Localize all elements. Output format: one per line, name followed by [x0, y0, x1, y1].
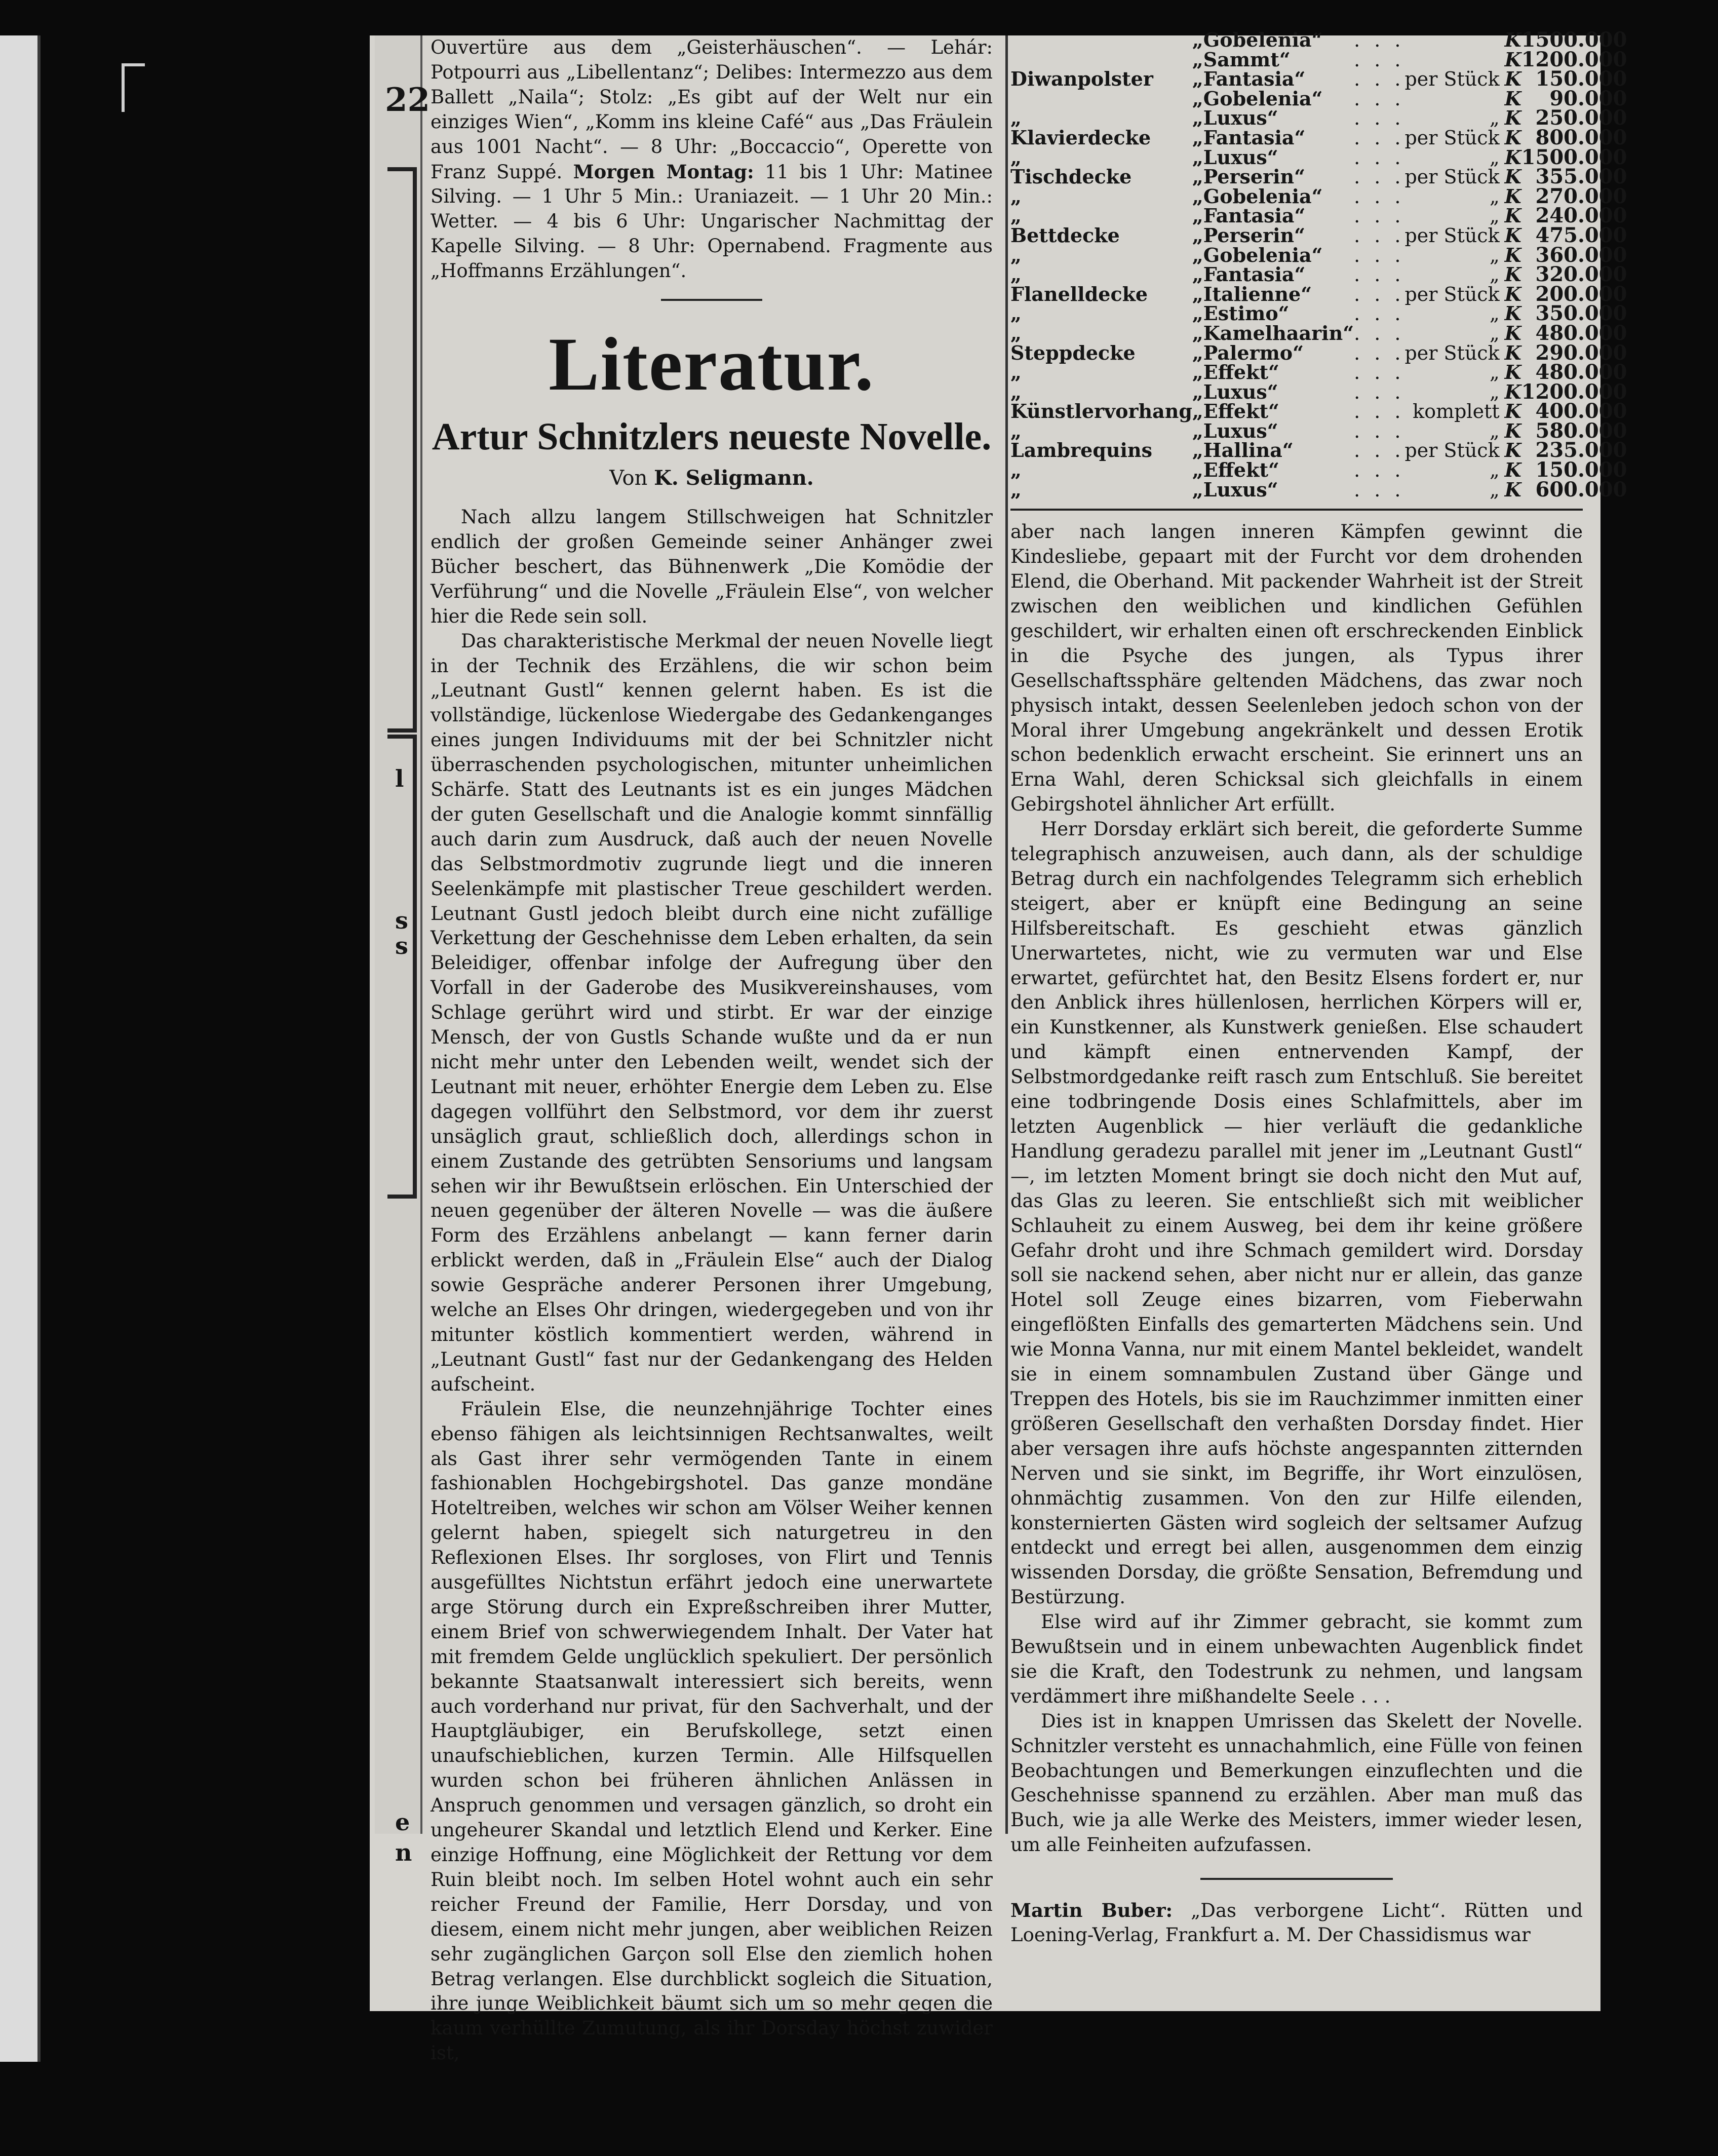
byline-author: K. Seligmann.: [654, 466, 814, 490]
price-row: [1010, 363, 1627, 382]
price-dots: . . .: [1354, 400, 1405, 423]
price-unit: per Stück: [1404, 439, 1500, 462]
price-unit: komplett: [1413, 400, 1500, 423]
price-unit: [1404, 89, 1504, 109]
price-currency: K: [1504, 361, 1521, 384]
price-dots: . . .: [1354, 263, 1405, 286]
price-row: [1010, 50, 1627, 70]
adjacent-page-edge: [0, 35, 41, 2062]
price-currency: K: [1504, 106, 1521, 130]
price-row: [1010, 226, 1627, 246]
price-row: [1010, 148, 1627, 168]
price-unit: per Stück: [1404, 126, 1500, 149]
price-item: „: [1010, 321, 1022, 344]
price-currency: K: [1504, 223, 1521, 247]
margin-strip: [375, 35, 431, 1866]
price-dots: . . .: [1354, 419, 1405, 442]
price-currency: K: [1504, 419, 1521, 442]
price-name: „Sammt“: [1192, 48, 1291, 71]
price-row: [1010, 167, 1627, 187]
program-line: Stolz: „Es gibt auf der Welt nur ein einziges Wien“, „Komm ins kleine Café“ aus „Das Fräulein aus 1001 Nacht“. —: [431, 86, 993, 158]
price-unit: „: [1489, 263, 1500, 286]
right-column: [1010, 28, 1627, 1947]
price-name: „Fantasia“: [1192, 204, 1306, 227]
article-paragraph: Nach allzu langem Stillschweigen hat Schnitzler endlich der großen Gemeinde seiner Anhänger zwei Bücher beschert, das Bühnenwerk „Die Komödie der Verführung“ und die Novelle „Fräulein Else“, von welcher hier die Rede sein soll.: [431, 506, 993, 627]
price-currency: K: [1504, 282, 1521, 305]
price-item: „: [1010, 458, 1022, 482]
price-value: 200.000: [1535, 282, 1627, 306]
price-value: 250.000: [1535, 106, 1627, 130]
price-unit: „: [1489, 380, 1500, 403]
program-line: 8 Uhr: „Boccaccio“, Operette von Franz Suppé.: [431, 135, 993, 183]
price-currency: K: [1504, 263, 1521, 286]
price-unit: per Stück: [1404, 341, 1500, 364]
price-currency: K: [1504, 145, 1521, 169]
price-row: [1010, 128, 1627, 148]
price-list: [1010, 28, 1627, 502]
price-unit: „: [1489, 478, 1500, 501]
article-paragraph: Herr Dorsday erklärt sich bereit, die geforderte Summe telegraphisch anzuweisen, auch dann, als der schuldige Betrag durch ein nachfolgendes Telegramm sich erheblich steigert, aber er knüpft eine Bedingung an seine Hilfsbereitschaft. Es geschieht etwas gänzlich Unerwartetes, nicht, wie zu vermuten war und Else erwartet, gefürchtet hat, den Besitz Elsens fordert er, nur den Anblick ihres hüllenlosen, herrlichen Körpers will er, ein Kunstkenner, als Kunstwerk genießen. Else schaudert und kämpft einen entnervenden Kampf, der Selbstmordgedanke reift rasch zum Entschluß. Sie bereitet eine todbringende Dosis eines Schlafmittels, aber im letzten Augenblick — hier verläuft die gedankliche Handlung geradezu parallel mit jener im „Leutnant Gustl“ —, im letzten Moment bringt sie doch nicht den Mut auf, das Glas zu leeren. Sie entschließt sich mit weiblicher Schlauheit zu einem Ausweg, bei dem ihr keine größere Gefahr droht und ihre Schmach gemildert wird. Dorsday soll sie nackend sehen, aber nicht nur er allein, das ganze Hotel soll Zeuge eines bizarren, vom Fieberwahn eingeflößten Einfalls des gemarterten Mädchens sein. Und wie Monna Vanna, nur mit einem Mantel bekleidet, wandelt sie in einem somnambulen Zustand über Gänge und Treppen des Hotels, bis sie im Rauchzimmer inmitten einer größeren Gesellschaft den verhaßten Dorsday findet. Hier aber versagen ihre aufs höchste angespannten zitternden Nerven und sie sinkt, im Begriffe, ihr Wort einzulösen, ohnmächtig zusammen. Von den zur Hilfe eilenden, konsternierten Gästen wird sogleich der seltsamer Aufzug entdeckt und erregt bei allen, ausgenommen dem einzig wissenden Dorsday, die größte Sensation, Befremdung und Bestürzung.: [1010, 818, 1583, 1608]
price-currency: K: [1504, 341, 1521, 364]
price-dots: . . .: [1354, 166, 1405, 188]
price-unit: „: [1489, 419, 1500, 442]
price-value: 600.000: [1535, 477, 1627, 502]
price-row: [1010, 89, 1627, 109]
price-value: 1500.000: [1521, 28, 1627, 52]
price-row: [1010, 460, 1627, 480]
price-value: 1200.000: [1521, 379, 1627, 404]
price-dots: . . .: [1354, 185, 1405, 208]
margin-box: [387, 735, 417, 1199]
price-unit: [1404, 30, 1504, 50]
price-item: Diwanpolster: [1010, 67, 1153, 91]
price-name: „Palermo“: [1192, 341, 1304, 364]
article-end-rule: [1200, 1878, 1393, 1880]
price-dots: . . .: [1354, 48, 1405, 71]
price-unit: „: [1489, 107, 1500, 130]
next-review-text: „Das verborgene Licht“. Rütten und Loening-Verlag, Frankfurt a. M. Der Chassidismus war: [1010, 1900, 1583, 1946]
price-name: „Perserin“: [1192, 165, 1306, 188]
price-dots: . . .: [1354, 107, 1405, 130]
price-unit: „: [1489, 185, 1500, 208]
price-dots: . . .: [1354, 29, 1405, 51]
price-value: 150.000: [1535, 67, 1627, 91]
program-line: Ouvertüre aus dem „Geisterhäuschen“. — Lehár: Potpourri aus „Libellentanz“; Delibes: Intermezzo aus dem Ballett „Naila“;: [431, 36, 993, 108]
price-value: 150.000: [1535, 458, 1627, 482]
price-row: [1010, 265, 1627, 285]
article-paragraph: Else wird auf ihr Zimmer gebracht, sie kommt zum Bewußtsein und in einem unbewachten Augenblick findet sie die Kraft, den Todestrunk zu nehmen, und langsam verdämmert ihre mißhandelte Seele . . .: [1010, 1611, 1583, 1707]
price-item: „: [1010, 419, 1022, 442]
article-paragraph: Fräulein Else, die neunzehnjährige Tochter eines ebenso fähigen als leichtsinnigen Rechtsanwaltes, weilt als Gast ihrer sehr vermögenden Tante in einem fashionablen Hochgebirgshotel. Das ganze mondäne Hoteltreiben, welches wir schon am Völser Weiher kennen gelernt haben, spiegelt sich naturgetreu in den Reflexionen Elses. Ihr sorgloses, von Flirt und Tennis ausgefülltes Nichtstun erfährt jedoch eine unerwartete arge Störung durch ein Expreßschreiben ihrer Mutter, einem Brief von schwerwiegendem Inhalt. Der Vater hat mit fremdem Gelde unglücklich spekuliert. Der persönlich bekannte Staatsanwalt interessiert sich bereits, wenn auch vorderhand nur privat, für den Sachverhalt, und der Hauptgläubiger, ein Berufskollege, setzt einen unaufschieblichen, kurzen Termin. Alle Hilfsquellen wurden schon bei früheren ähnlichen Anlässen in Anspruch genommen und versagen gänzlich, so droht ein ungeheurer Skandal und letztlich Elend und Kerker. Eine einzige Hoffnung, eine Möglichkeit der Rettung vor dem Ruin bleibt noch. Im selben Hotel wohnt auch ein sehr reicher Freund der Familie, Herr Dorsday, und von diesem, einem nicht mehr jungen, aber weiblichen Reizen sehr zugänglichen Garçon soll Else den ziemlich hohen Betrag verlangen. Else durchblickt sogleich die Situation, ihre junge Weiblichkeit bäumt sich um so mehr gegen die kaum verhüllte Zumutung, als ihr Dorsday höchst zuwider ist,: [431, 1398, 993, 2064]
price-currency: K: [1504, 243, 1521, 266]
price-row: [1010, 421, 1627, 441]
price-list-rule: [1010, 509, 1583, 511]
byline: [431, 466, 993, 490]
byline-prefix: Von: [609, 467, 654, 490]
price-value: 580.000: [1535, 418, 1627, 443]
price-unit: „: [1489, 322, 1500, 344]
margin-letter: e: [395, 1808, 410, 1836]
price-currency: K: [1504, 67, 1521, 91]
price-unit: „: [1489, 146, 1500, 169]
margin-letter: s: [395, 907, 408, 934]
price-name: „Gobelenia“: [1192, 87, 1323, 110]
price-item: „: [1010, 145, 1022, 169]
section-title: Literatur.: [549, 322, 875, 407]
price-row: [1010, 441, 1627, 460]
margin-letter: n: [395, 1839, 412, 1866]
price-name: „Kamelhaarin“: [1192, 321, 1354, 344]
price-name: „Fantasia“: [1192, 263, 1306, 286]
price-dots: . . .: [1354, 126, 1405, 149]
price-row: [1010, 324, 1627, 343]
price-currency: K: [1504, 380, 1521, 403]
price-dots: . . .: [1354, 478, 1405, 501]
price-item: „: [1010, 380, 1022, 403]
price-value: 1200.000: [1521, 47, 1627, 71]
price-item: Klavierdecke: [1010, 126, 1151, 149]
margin-box: [387, 167, 417, 733]
program-monday-label: Morgen Montag:: [573, 160, 754, 183]
date-fragment: 22: [385, 81, 431, 119]
price-unit: „: [1489, 205, 1500, 227]
price-currency: K: [1504, 204, 1521, 227]
price-dots: . . .: [1354, 361, 1405, 384]
price-item: „: [1010, 361, 1022, 384]
section-rule: [661, 299, 762, 301]
price-dots: . . .: [1354, 244, 1405, 266]
price-row: [1010, 402, 1627, 421]
price-unit: „: [1489, 459, 1500, 482]
price-currency: K: [1504, 478, 1521, 501]
price-item: [1010, 30, 1192, 50]
price-row: [1010, 480, 1627, 500]
price-value: 360.000: [1535, 243, 1627, 267]
column-divider: [1005, 35, 1008, 1834]
article-paragraph: Das charakteristische Merkmal der neuen Novelle liegt in der Technik des Erzählens, die wir schon beim „Leutnant Gustl“ kennen gelernt haben. Es ist die vollständige, lückenlose Wiedergabe des Gedankenganges eines jungen Individuums mit der bei Schnitzler nicht überraschenden psychologischen, mitunter unheimlichen Schärfe. Statt des Leutnants ist es ein junges Mädchen der guten Gesellschaft und die Analogie kommt sinnfällig auch darin zum Ausdruck, daß auch der neuen Novelle das Selbstmordmotiv zugrunde liegt und die inneren Seelenkämpfe mit plastischer Treue geschildert werden. Leutnant Gustl jedoch bleibt durch eine nicht zufällige Verkettung der Geschehnisse dem Leben erhalten, da sein Beleidiger, offenbar infolge der Aufregung über den Vorfall in der Gaderobe des Musikvereinshauses, vom Schlage gerührt wird und stirbt. Er war der einzige Mensch, der von Gustls Schande wußte und da er nun nicht mehr unter den Lebenden weilt, wendet sich der Leutnant mit neuer, erhöhter Energie dem Leben zu. Else dagegen vollführt den Selbstmord, vor dem ihr zuerst unsäglich graut, schließlich doch, allerdings schon in einem Zustande des getrübten Sensoriums und langsam sehen wir ihr Bewußtsein erlöschen. Ein Unterschied der neuen gegenüber der älteren Novelle — was die äußere Form des Erzählens anbelangt — kann ferner darin erblickt werden, daß in „Fräulein Else“ auch der Dialog sowie Gespräche anderer Personen ihrer Umgebung, welche an Elses Ohr dringen, wiedergegeben und von ihr mitunter köstlich kommentiert werden, während in „Leutnant Gustl“ fast nur der Gedankengang des Helden aufscheint.: [431, 630, 993, 1395]
price-currency: K: [1504, 48, 1521, 71]
price-value: 240.000: [1535, 204, 1627, 228]
price-row: [1010, 206, 1627, 226]
price-unit: per Stück: [1404, 224, 1500, 247]
margin-letter: s: [395, 932, 408, 959]
price-currency: K: [1504, 302, 1521, 325]
price-item: Tischdecke: [1010, 165, 1132, 188]
price-value: 290.000: [1535, 340, 1627, 365]
price-row: [1010, 108, 1627, 128]
price-name: „Luxus“: [1192, 478, 1278, 501]
price-value: 320.000: [1535, 262, 1627, 287]
price-unit: per Stück: [1404, 68, 1500, 91]
price-item: Steppdecke: [1010, 341, 1136, 364]
article-paragraph: aber nach langen inneren Kämpfen gewinnt die Kindesliebe, gepaart mit der Furcht vor dem drohenden Elend, die Oberhand. Mit packender Wahrheit ist der Streit zwischen den weiblichen und kindlichen Gefühlen geschildert, wir erhalten einen oft erschreckenden Einblick in die Psyche des jungen, als Typus ihrer Gesellschaftssphäre geltenden Mädchens, das zwar noch physisch intakt, dessen Seelenleben jedoch schon von der Moral ihrer Umgebung angekränkelt und dessen Erotik schon bedenklich erwacht erscheint. Sie erinnert uns an Erna Wahl, deren Schicksal sich gleichfalls in einem Gebirgshotel ähnlicher Art erfüllt.: [1010, 521, 1583, 816]
price-dots: . . .: [1354, 224, 1405, 247]
price-row: [1010, 343, 1627, 363]
price-currency: K: [1504, 458, 1521, 482]
price-dots: . . .: [1354, 322, 1405, 344]
price-value: 350.000: [1535, 301, 1627, 326]
price-item: „: [1010, 263, 1022, 286]
price-name: „Luxus“: [1192, 145, 1278, 169]
price-name: „Italienne“: [1192, 282, 1312, 305]
price-unit: per Stück: [1404, 283, 1500, 305]
price-name: „Luxus“: [1192, 419, 1278, 442]
price-dots: . . .: [1354, 146, 1405, 169]
price-name: „Luxus“: [1192, 106, 1278, 130]
price-currency: K: [1504, 165, 1521, 188]
price-item: Bettdecke: [1010, 223, 1120, 247]
left-column: [431, 35, 993, 2066]
price-name: „Luxus“: [1192, 380, 1278, 403]
price-unit: [1404, 50, 1504, 70]
price-row: [1010, 304, 1627, 324]
price-currency: K: [1504, 400, 1521, 423]
price-currency: K: [1504, 28, 1521, 51]
program-monday-text: 11 bis 1 Uhr: Matinee Silving. — 1 Uhr 5 Min.: Uraniazeit. — 1 Uhr 20 Min.: Wetter. — 4 bis 6 Uhr: Ungarischer Nachmittag der Kapelle Silving. — 8 Uhr: Opernabend. Fragmente aus „Hoffmanns Erzählungen“.: [431, 161, 993, 282]
price-name: „Effekt“: [1192, 400, 1279, 423]
article-title: Artur Schnitzlers neueste Novelle.: [432, 415, 992, 458]
price-currency: K: [1504, 87, 1521, 110]
price-dots: . . .: [1354, 87, 1405, 110]
price-item: „: [1010, 106, 1022, 130]
price-currency: K: [1504, 439, 1521, 462]
price-dots: . . .: [1354, 205, 1405, 227]
price-name: „Perserin“: [1192, 223, 1306, 247]
price-item: Lambrequins: [1010, 439, 1152, 462]
price-name: „Estimo“: [1192, 302, 1290, 325]
price-item: Künstlervorhang: [1010, 400, 1192, 423]
price-name: „Effekt“: [1192, 361, 1279, 384]
price-value: 355.000: [1535, 165, 1627, 189]
price-value: 480.000: [1535, 321, 1627, 345]
price-item: [1010, 50, 1192, 70]
price-name: „Gobelenia“: [1192, 243, 1323, 266]
price-unit: „: [1489, 244, 1500, 266]
price-name: „Hallina“: [1192, 439, 1294, 462]
price-value: 235.000: [1535, 438, 1627, 463]
price-item: „: [1010, 204, 1022, 227]
price-dots: . . .: [1354, 283, 1405, 305]
price-value: 270.000: [1535, 184, 1627, 208]
price-item: „: [1010, 302, 1022, 325]
price-row: [1010, 30, 1627, 50]
price-dots: . . .: [1354, 302, 1405, 325]
price-value: 800.000: [1535, 125, 1627, 149]
price-currency: K: [1504, 184, 1521, 208]
price-unit: „: [1489, 302, 1500, 325]
price-item: „: [1010, 243, 1022, 266]
price-item: „: [1010, 184, 1022, 208]
price-item: Flanelldecke: [1010, 282, 1148, 305]
price-name: „Fantasia“: [1192, 67, 1306, 91]
next-review: [1010, 1898, 1583, 1947]
price-dots: . . .: [1354, 68, 1405, 91]
radio-program: [431, 35, 993, 284]
price-unit: per Stück: [1404, 166, 1500, 188]
price-currency: K: [1504, 126, 1521, 149]
price-currency: K: [1504, 321, 1521, 344]
price-row: [1010, 246, 1627, 265]
price-row: [1010, 382, 1627, 402]
price-value: 475.000: [1535, 223, 1627, 247]
crop-mark: [122, 63, 145, 112]
price-row: [1010, 69, 1627, 89]
price-value: 1500.000: [1521, 145, 1627, 169]
price-row: [1010, 187, 1627, 207]
price-value: 400.000: [1535, 399, 1627, 423]
price-dots: . . .: [1354, 459, 1405, 482]
price-name: „Gobelenia“: [1192, 184, 1323, 208]
price-value: 90.000: [1549, 86, 1627, 110]
price-name: „Effekt“: [1192, 458, 1279, 482]
price-item: [1010, 89, 1192, 109]
price-unit: „: [1489, 361, 1500, 384]
price-name: „Gobelenia“: [1192, 28, 1323, 51]
price-dots: . . .: [1354, 380, 1405, 403]
price-value: 480.000: [1535, 360, 1627, 384]
next-review-author: Martin Buber:: [1010, 1899, 1173, 1922]
margin-letter: l: [395, 765, 404, 792]
price-row: [1010, 285, 1627, 304]
price-dots: . . .: [1354, 341, 1405, 364]
price-item: „: [1010, 478, 1022, 501]
article-paragraph: Dies ist in knappen Umrissen das Skelett der Novelle. Schnitzler versteht es unnachahmlich, eine Fülle von feinen Beobachtungen und Bemerkungen einzuflechten und die Geschehnisse spannend zu erzählen. Aber man muß das Buch, wie ja alle Werke des Meisters, immer wieder lesen, um alle Feinheiten aufzufassen.: [1010, 1710, 1583, 1856]
price-name: „Fantasia“: [1192, 126, 1306, 149]
price-dots: . . .: [1354, 439, 1405, 462]
